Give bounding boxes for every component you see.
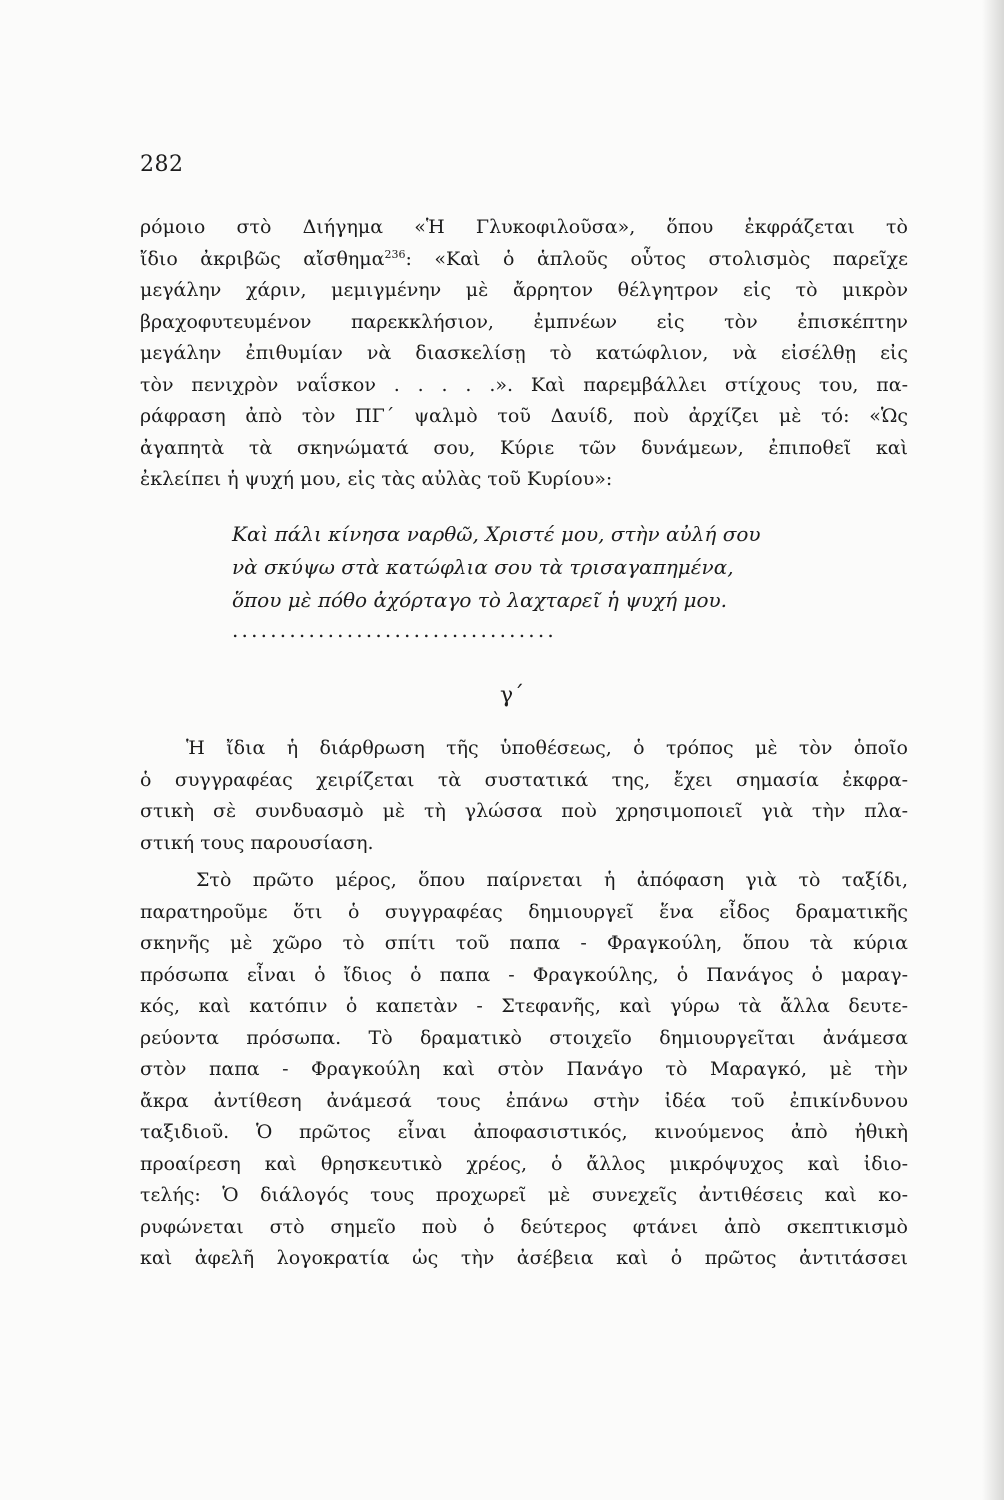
text-line: ὁ συγγραφέας χειρίζεται τὰ συστατικά της, ἔχει σημασία ἐκφρα- xyxy=(140,768,908,791)
section-heading: γ΄ xyxy=(500,683,525,708)
text-line: στὸν παπα - Φραγκούλη καὶ στὸν Πανάγο τὸ Μαραγκό, μὲ τὴν xyxy=(140,1058,908,1080)
text-line-with-footnote xyxy=(140,244,908,276)
text-line: ἐκλείπει ἡ ψυχή μου, εἰς τὰς αὐλὰς τοῦ Κυρίου»: xyxy=(140,468,613,490)
footnote-reference: 236 xyxy=(384,247,406,261)
text-line: ἀγαπητὰ τὰ σκηνώματά σου, Κύριε τῶν δυνάμεων, ἐπιποθεῖ καὶ xyxy=(140,436,908,459)
text-line: στικὴ σὲ συνδυασμὸ μὲ τὴ γλώσσα ποὺ χρησιμοποιεῖ γιὰ τὴν πλα- xyxy=(140,800,908,822)
text-line: ρεύοντα πρόσωπα. Τὸ δραματικὸ στοιχεῖο δημιουργεῖται ἀνάμεσα xyxy=(140,1026,908,1049)
text-line: μεγάλην χάριν, μεμιγμένην μὲ ἄρρητον θέλγητρον εἰς τὸ μικρὸν xyxy=(140,279,908,301)
text-line: στική τους παρουσίαση. xyxy=(140,831,374,854)
text-fragment: ἴδιο ἀκριβῶς αἴσθημα xyxy=(140,247,385,270)
verse-ellipsis: .................................. xyxy=(232,618,557,642)
text-line: καὶ ἀφελῆ λογοκρατία ὡς τὴν ἀσέβεια καὶ ὁ πρῶτος ἀντιτάσσει xyxy=(140,1247,908,1269)
paragraph-1 xyxy=(140,212,908,496)
text-fragment: : «Καὶ ὁ ἁπλοῦς οὗτος στολισμὸς παρεῖχε xyxy=(405,247,908,270)
verse-quotation xyxy=(232,518,872,617)
text-line: μεγάλην ἐπιθυμίαν νὰ διασκελίσῃ τὸ κατώφλιον, νὰ εἰσέλθῃ εἰς xyxy=(140,342,908,364)
verse-line: νὰ σκύψω στὰ κατώφλια σου τὰ τρισαγαπημένα, xyxy=(232,555,734,579)
text-line: ταξιδιοῦ. Ὁ πρῶτος εἶναι ἀποφασιστικός, κινούμενος ἀπὸ ἠθικὴ xyxy=(140,1121,908,1143)
text-line: ρόμοιο στὸ Διήγημα «Ἡ Γλυκοφιλοῦσα», ὅπου ἐκφράζεται τὸ xyxy=(140,216,908,238)
page-number: 282 xyxy=(140,152,184,177)
text-line: ράφραση ἀπὸ τὸν ΠΓ΄ ψαλμὸ τοῦ Δαυίδ, ποὺ ἀρχίζει μὲ τό: «Ὡς xyxy=(140,405,908,427)
text-line: βραχοφυτευμένον παρεκκλήσιον, ἐμπνέων εἰς τὸν ἐπισκέπτην xyxy=(140,310,908,333)
verse-line: ὅπου μὲ πόθο ἀχόρταγο τὸ λαχταρεῖ ἡ ψυχή μου. xyxy=(232,588,728,612)
paragraph-3 xyxy=(140,865,908,1275)
text-line: ρυφώνεται στὸ σημεῖο ποὺ ὁ δεύτερος φτάνει ἀπὸ σκεπτικισμὸ xyxy=(140,1215,908,1238)
text-line: πρόσωπα εἶναι ὁ ἴδιος ὁ παπα - Φραγκούλης, ὁ Πανάγος ὁ μαραγ- xyxy=(140,963,908,986)
text-line: κός, καὶ κατόπιν ὁ καπετὰν - Στεφανῆς, καὶ γύρω τὰ ἄλλα δευτε- xyxy=(140,995,908,1017)
text-line: σκηνῆς μὲ χῶρο τὸ σπίτι τοῦ παπα - Φραγκούλη, ὅπου τὰ κύρια xyxy=(140,932,908,954)
paragraph-2 xyxy=(140,733,908,859)
verse-line: Καὶ πάλι κίνησα ναρθῶ, Χριστέ μου, στὴν αὐλή σου xyxy=(232,522,761,546)
text-line: προαίρεση καὶ θρησκευτικὸ χρέος, ὁ ἄλλος μικρόψυχος καὶ ἰδιο- xyxy=(140,1152,908,1175)
page-edge-shadow xyxy=(982,0,1004,1500)
text-line: τὸν πενιχρὸν ναΐσκον . . . . .». Καὶ παρεμβάλλει στίχους του, πα- xyxy=(140,373,908,396)
text-line: τελής: Ὁ διάλογός τους προχωρεῖ μὲ συνεχεῖς ἀντιθέσεις καὶ κο- xyxy=(140,1184,908,1206)
text-line: Ἡ ἴδια ἡ διάρθρωση τῆς ὑποθέσεως, ὁ τρόπος μὲ τὸν ὁποῖο xyxy=(186,737,908,759)
text-line: ἄκρα ἀντίθεση ἀνάμεσά τους ἐπάνω στὴν ἰδέα τοῦ ἐπικίνδυνου xyxy=(140,1089,908,1112)
text-line: παρατηροῦμε ὅτι ὁ συγγραφέας δημιουργεῖ ἕνα εἶδος δραματικῆς xyxy=(140,900,908,923)
text-line: Στὸ πρῶτο μέρος, ὅπου παίρνεται ἡ ἀπόφαση γιὰ τὸ ταξίδι, xyxy=(196,869,908,891)
